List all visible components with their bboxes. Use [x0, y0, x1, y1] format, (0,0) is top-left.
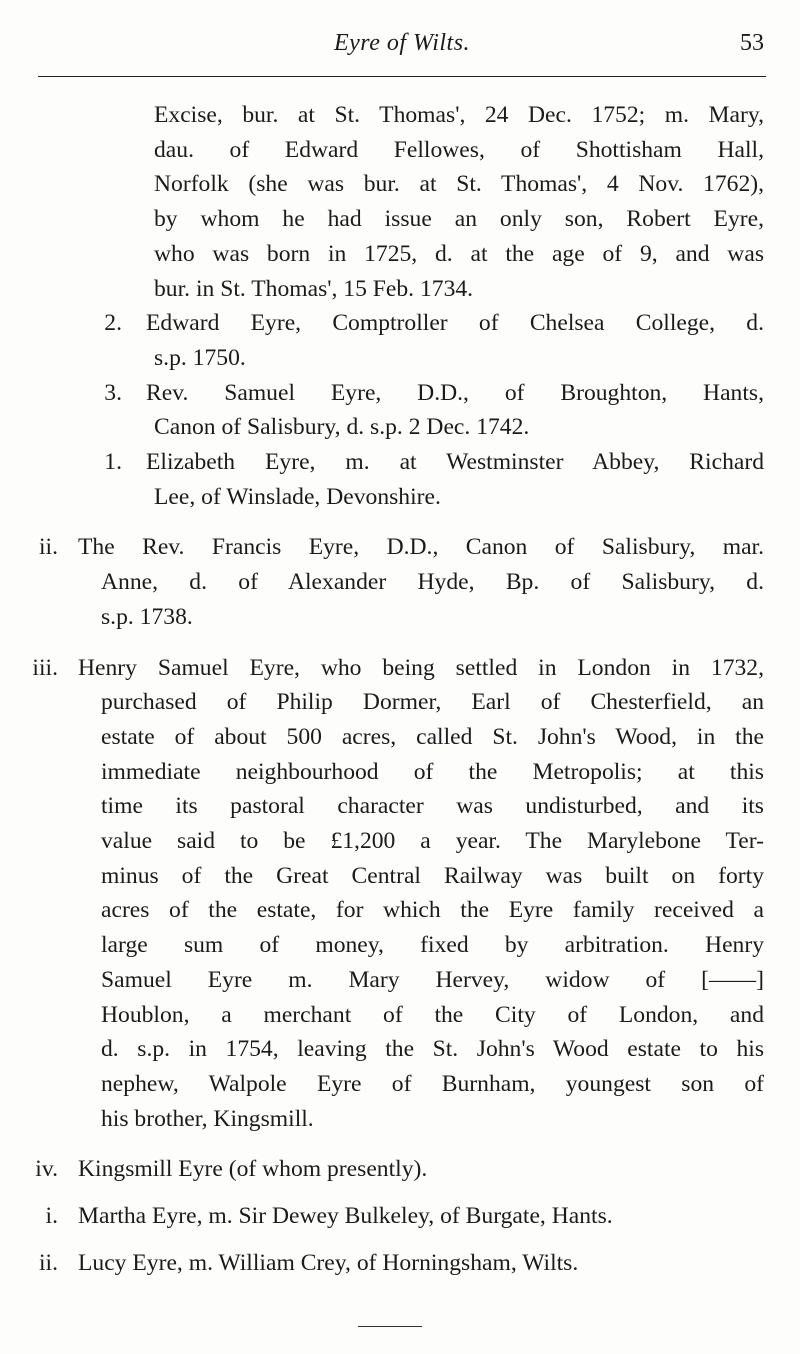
text-line: s.p. 1738.: [101, 603, 193, 630]
paragraph-entry: [0, 1199, 800, 1234]
text-line: his brother, Kingsmill.: [101, 1105, 314, 1132]
entry-numeral: ii.: [38, 1249, 58, 1276]
text-line: Rev. Samuel Eyre, D.D., of Broughton, Hants,: [146, 379, 764, 406]
text-line: Houblon, a merchant of the City of London, and: [101, 1001, 764, 1028]
entry-text: [0, 1246, 800, 1281]
entry-numeral: ii.: [38, 534, 58, 561]
body-text: [0, 98, 800, 1281]
entry-numeral: 3.: [104, 379, 122, 406]
text-line: acres of the estate, for which the Eyre family received a: [101, 897, 764, 924]
text-line: Lucy Eyre, m. William Crey, of Horningsham, Wilts.: [78, 1249, 579, 1276]
text-line: value said to be £1,200 a year. The Marylebone Ter-: [101, 828, 764, 855]
text-line: bur. in St. Thomas', 15 Feb. 1734.: [154, 275, 474, 302]
text-line: Anne, d. of Alexander Hyde, Bp. of Salisbury, d.: [101, 569, 764, 596]
page-number: 53: [740, 30, 764, 56]
running-title: Eyre of Wilts.: [333, 30, 471, 56]
text-line: Canon of Salisbury, d. s.p. 2 Dec. 1742.: [154, 414, 530, 441]
text-line: Martha Eyre, m. Sir Dewey Bulkeley, of Burgate, Hants.: [78, 1203, 613, 1230]
text-line: Kingsmill Eyre (of whom presently).: [78, 1156, 428, 1183]
text-line: by whom he had issue an only son, Robert Eyre,: [154, 206, 764, 233]
text-line: The Rev. Francis Eyre, D.D., Canon of Salisbury, mar.: [78, 534, 764, 561]
entry-numeral: 1.: [104, 449, 122, 476]
entry-numeral: 2.: [104, 310, 122, 337]
text-line: large sum of money, fixed by arbitration. Henry: [101, 932, 764, 959]
text-line: s.p. 1750.: [154, 344, 246, 371]
text-line: d. s.p. in 1754, leaving the St. John's Wood estate to his: [101, 1036, 764, 1063]
paragraph-entry: [0, 98, 800, 306]
entry-text: [0, 1152, 800, 1187]
paragraph-entry: [0, 651, 800, 1137]
entry-text: [0, 530, 800, 634]
paragraph-entry: [0, 306, 800, 375]
page-header: [38, 22, 766, 62]
text-line: nephew, Walpole Eyre of Burnham, youngest son of: [101, 1070, 764, 1097]
text-line: Elizabeth Eyre, m. at Westminster Abbey, Richard: [146, 449, 764, 476]
paragraph-entry: [0, 1152, 800, 1187]
text-line: Henry Samuel Eyre, who being settled in London in 1732,: [78, 654, 764, 681]
text-line: purchased of Philip Dormer, Earl of Chesterfield, an: [101, 689, 764, 716]
text-line: immediate neighbourhood of the Metropolis; at this: [101, 758, 764, 785]
text-line: dau. of Edward Fellowes, of Shottisham Hall,: [154, 136, 764, 163]
paragraph-entry: [0, 530, 800, 634]
text-line: Excise, bur. at St. Thomas', 24 Dec. 1752; m. Mary,: [154, 102, 764, 128]
text-line: who was born in 1725, d. at the age of 9, and was: [154, 240, 764, 267]
tailpiece-rule: [358, 1326, 422, 1327]
text-line: estate of about 500 acres, called St. John's Wood, in the: [101, 723, 764, 750]
text-line: Norfolk (she was bur. at St. Thomas', 4 Nov. 1762),: [154, 171, 764, 198]
text-line: minus of the Great Central Railway was built on forty: [101, 862, 764, 889]
entry-text: [0, 98, 800, 306]
paragraph-entry: [0, 445, 800, 514]
entry-numeral: iii.: [32, 654, 58, 681]
paragraph-entry: [0, 1246, 800, 1281]
entry-text: [0, 651, 800, 1137]
entry-numeral: i.: [45, 1203, 58, 1230]
paragraph-entry: [0, 376, 800, 445]
text-line: Samuel Eyre m. Mary Hervey, widow of [——]: [101, 966, 764, 993]
text-line: time its pastoral character was undisturbed, and its: [101, 793, 764, 820]
text-line: Edward Eyre, Comptroller of Chelsea College, d.: [146, 310, 764, 337]
header-rule: [38, 76, 766, 77]
entry-numeral: iv.: [35, 1156, 58, 1183]
text-line: Lee, of Winslade, Devonshire.: [154, 483, 441, 510]
entry-text: [0, 1199, 800, 1234]
